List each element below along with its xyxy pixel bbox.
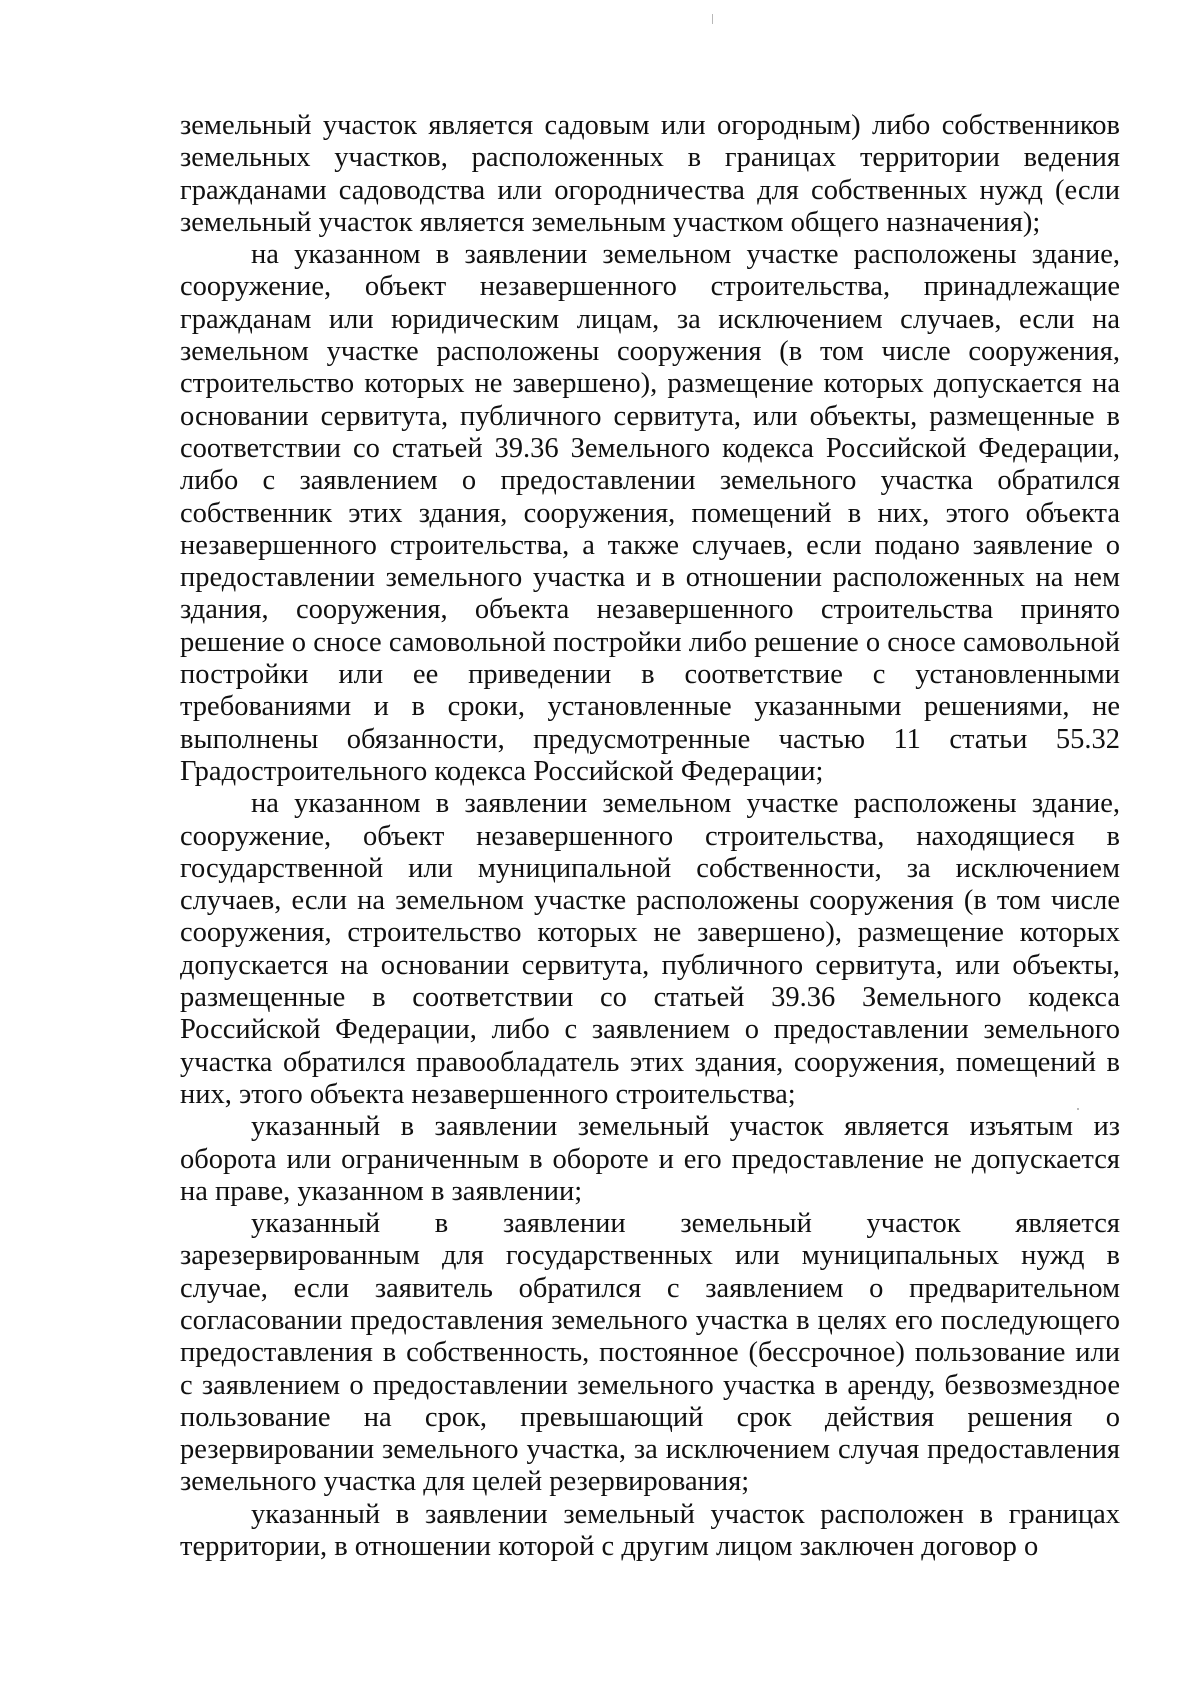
paragraph: на указанном в заявлении земельном участке расположены здание, сооружение, объект незавершенного строительства, принадлежащие гражданам или юридическим лицам, за исключением случаев, если на земельном участке расположены сооружения (в том числе сооружения, строительство которых не завершено), размещение которых допускается на основании сервитута, публичного сервитута, или объекты, размещенные в соответствии со статьей 39.36 Земельного кодекса Российской Федерации, либо с заявлением о предоставлении земельного участка обратился собственник этих здания, сооружения, помещений в них, этого объекта незавершенного строительства, а также случаев, если подано заявление о предоставлении земельного участка и в отношении расположенных на нем здания, сооружения, объекта незавершенного строительства принято решение о сносе самовольной постройки либо решение о сносе самовольной постройки или ее приведении в соответствие с установленными требованиями и в сроки, установленные указанными решениями, не выполнены обязанности, предусмотренные частью 11 статьи 55.32 Градостроительного кодекса Российской Федерации; (180, 239, 1120, 787)
paragraph: указанный в заявлении земельный участок является изъятым из оборота или ограниченным в обороте и его предоставление не допускается на праве, указанном в заявлении; (180, 1111, 1120, 1207)
paragraph: земельный участок является садовым или огородным) либо собственников земельных участков, расположенных в границах территории ведения гражданами садоводства или огородничества для собственных нужд (если земельный участок является земельным участком общего назначения); (180, 110, 1120, 238)
paragraph: указанный в заявлении земельный участок расположен в границах территории, в отношении которой с другим лицом заключен договор о (180, 1498, 1120, 1563)
scan-speck (712, 14, 713, 24)
document-body (180, 110, 1120, 1563)
paragraph: указанный в заявлении земельный участок является зарезервированным для государственных или муниципальных нужд в случае, если заявитель обратился с заявлением о предварительном согласовании предоставления земельного участка в целях его последующего предоставления в собственность, постоянное (бессрочное) пользование или с заявлением о предоставлении земельного участка в аренду, безвозмездное пользование на срок, превышающий срок действия решения о резервировании земельного участка, за исключением случая предоставления земельного участка для целей резервирования; (180, 1208, 1120, 1498)
paragraph: на указанном в заявлении земельном участке расположены здание, сооружение, объект незавершенного строительства, находящиеся в государственной или муниципальной собственности, за исключением случаев, если на земельном участке расположены сооружения (в том числе сооружения, строительство которых не завершено), размещение которых допускается на основании сервитута, публичного сервитута, или объекты, размещенные в соответствии со статьей 39.36 Земельного кодекса Российской Федерации, либо с заявлением о предоставлении земельного участка обратился правообладатель этих здания, сооружения, помещений в них, этого объекта незавершенного строительства; (180, 788, 1120, 1110)
